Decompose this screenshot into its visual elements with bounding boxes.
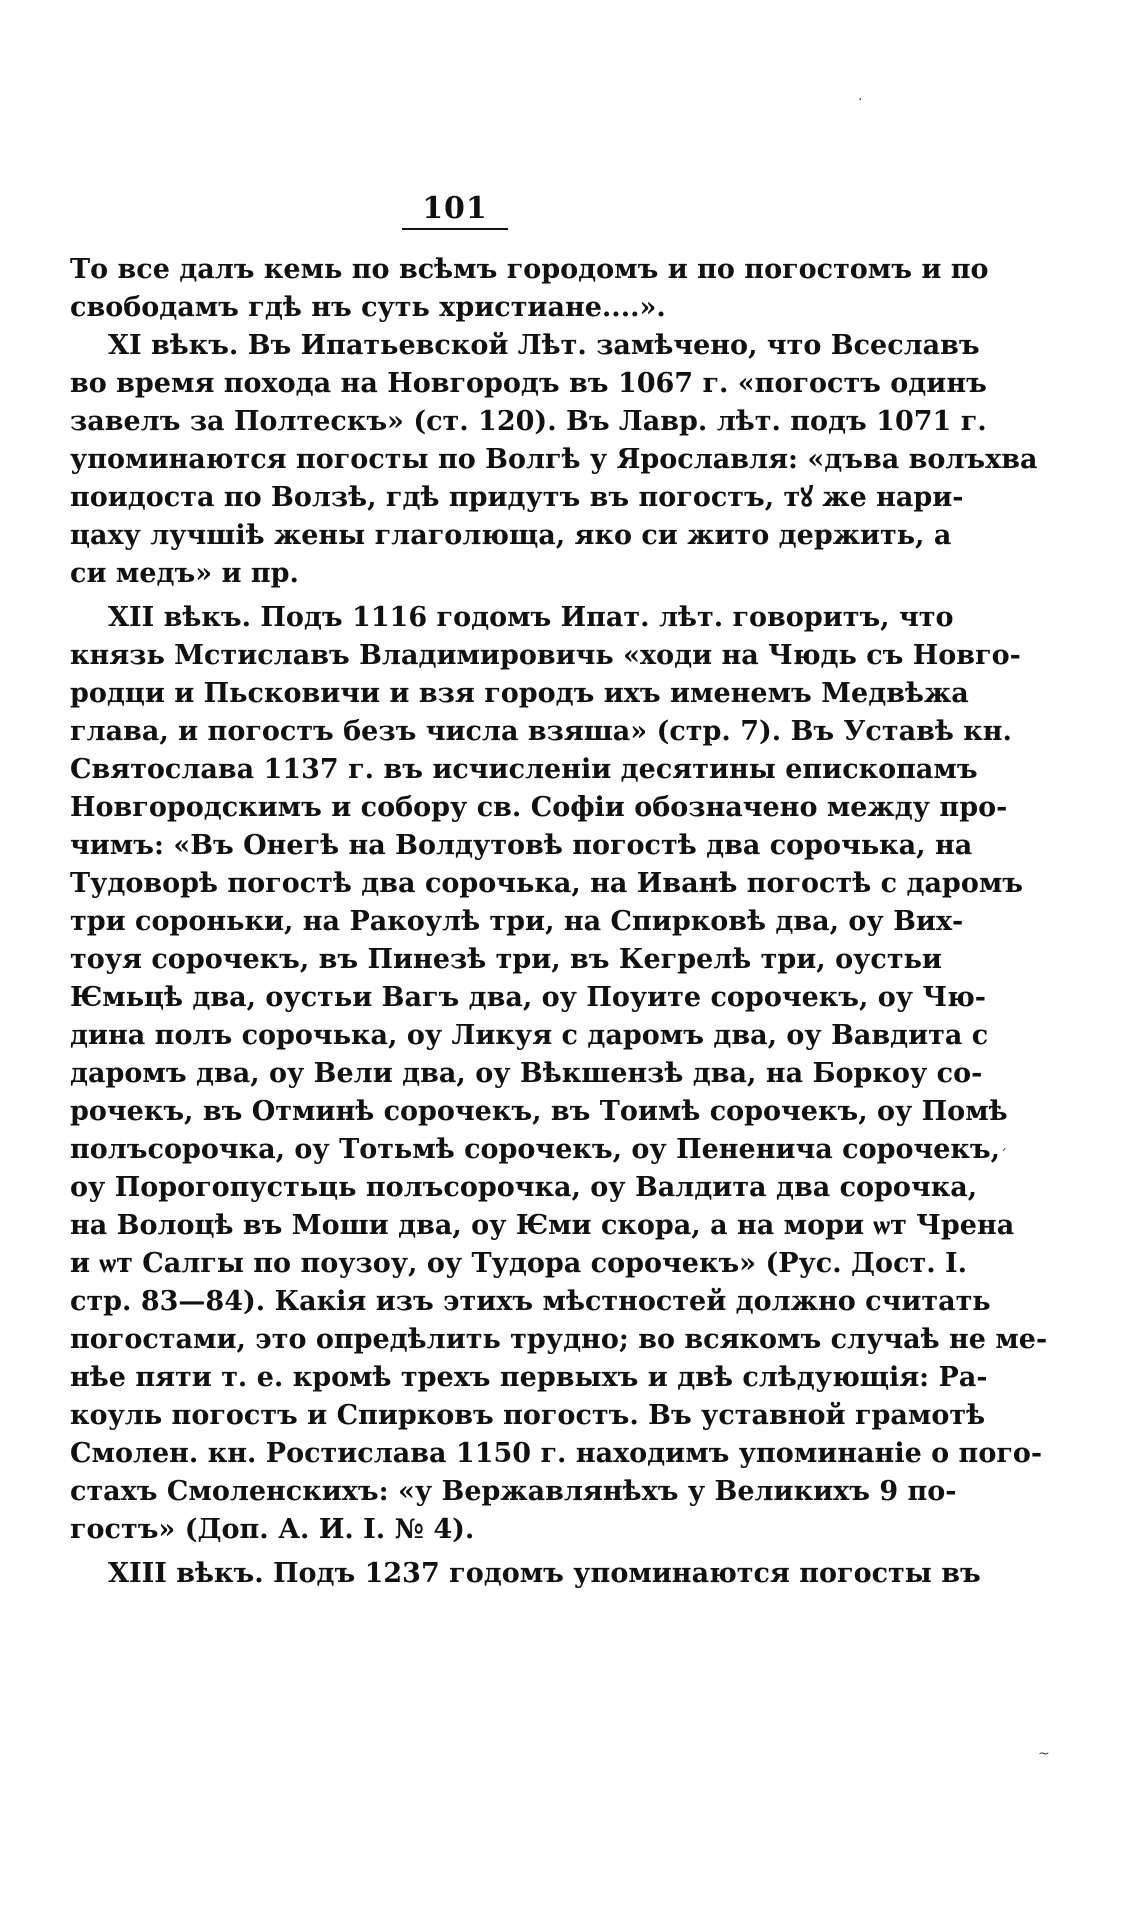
- scan-speck: ˊ: [1000, 1148, 1007, 1164]
- text-line: на Волоцѣ въ Моши два, оу Ѥми скора, а на мори ѡт Чрена: [70, 1210, 1015, 1241]
- text-line: тоуя сорочекъ, въ Пинезѣ три, въ Кегрелѣ три, оустьи: [70, 944, 942, 975]
- scan-speck: ~: [1038, 1746, 1050, 1762]
- text-line: упоминаются погосты по Волгѣ у Ярославля: «дъва волъхва: [70, 444, 1038, 475]
- paragraph-first-line: XIII вѣкъ. Подъ 1237 годомъ упоминаются погосты въ: [108, 1558, 981, 1589]
- scan-speck: ·: [858, 92, 863, 108]
- text-line: дина полъ сорочька, оу Ликуя с даромъ два, оу Вавдита с: [70, 1020, 989, 1051]
- text-line: завелъ за Полтескъ» (ст. 120). Въ Лавр. лѣт. подъ 1071 г.: [70, 406, 987, 437]
- text-line: стахъ Смоленскихъ: «у Вержавлянѣхъ у Великихъ 9 по-: [70, 1476, 957, 1507]
- text-line: оу Порогопустьць полъсорочка, оу Валдита два сорочка,: [70, 1172, 978, 1203]
- text-line: погостами, это опредѣлить трудно; во всякомъ случаѣ не ме-: [70, 1324, 1048, 1355]
- text-line: То все далъ кемь по всѣмъ городомъ и по погостомъ и по: [70, 254, 989, 285]
- page-number: 101: [422, 191, 488, 226]
- text-line: си медъ» и пр.: [70, 558, 299, 589]
- text-line: Смолен. кн. Ростислава 1150 г. находимъ упоминаніе о пого-: [70, 1438, 1043, 1469]
- text-line: цаху лучшіѣ жены глаголюща, яко си жито держить, а: [70, 520, 952, 551]
- text-line: нѣе пяти т. е. кромѣ трехъ первыхъ и двѣ слѣдующія: Ра-: [70, 1362, 988, 1393]
- text-line: чимъ: «Въ Онегѣ на Волдутовѣ погостѣ два сорочька, на: [70, 830, 973, 861]
- text-line: поидоста по Волзѣ, гдѣ придутъ въ погостъ, тꙋ же нари-: [70, 482, 964, 513]
- page-number-rule: [402, 228, 508, 230]
- paragraph-first-line: XI вѣкъ. Въ Ипатьевской Лѣт. замѣчено, что Всеславъ: [108, 330, 980, 361]
- text-line: Тудоворѣ погостѣ два сорочька, на Иванѣ погостѣ с даромъ: [70, 868, 1023, 899]
- text-line: глава, и погостъ безъ числа взяша» (стр. 7). Въ Уставѣ кн.: [70, 716, 1012, 747]
- text-line: гостъ» (Доп. А. И. I. № 4).: [70, 1514, 475, 1545]
- text-line: Святослава 1137 г. въ исчисленіи десятины епископамъ: [70, 754, 978, 785]
- text-line: князь Мстиславъ Владимировичь «ходи на Чюдь съ Новго-: [70, 640, 1021, 671]
- text-line: три сороньки, на Ракоулѣ три, на Спирковѣ два, оу Вих-: [70, 906, 964, 937]
- text-line: Новгородскимъ и собору св. Софіи обозначено между про-: [70, 792, 1008, 823]
- text-line: полъсорочка, оу Тотьмѣ сорочекъ, оу Пененича сорочекъ,: [70, 1134, 1001, 1165]
- text-line: и ѡт Салгы по поузоу, оу Тудора сорочекъ» (Рус. Дост. I.: [70, 1248, 968, 1279]
- text-line: Ѥмьцѣ два, оустьи Вагъ два, оу Поуите сорочекъ, оу Чю-: [70, 982, 987, 1013]
- text-line: стр. 83—84). Какія изъ этихъ мѣстностей должно считать: [70, 1286, 991, 1317]
- text-line: родци и Пьсковичи и взя городъ ихъ именемъ Медвѣжа: [70, 678, 969, 709]
- text-line: во время похода на Новгородъ въ 1067 г. «погостъ одинъ: [70, 368, 987, 399]
- text-line: рочекъ, въ Отминѣ сорочекъ, въ Тоимѣ сорочекъ, оу Помѣ: [70, 1096, 1008, 1127]
- text-body: [70, 251, 1048, 1593]
- text-line: даромъ два, оу Вели два, оу Вѣкшензѣ два, на Боркоу со-: [70, 1058, 983, 1089]
- paragraph-first-line: XII вѣкъ. Подъ 1116 годомъ Ипат. лѣт. говоритъ, что: [108, 602, 954, 633]
- text-line: коуль погостъ и Спирковъ погостъ. Въ уставной грамотѣ: [70, 1400, 986, 1431]
- text-line: свободамъ гдѣ нъ суть христиане....».: [70, 292, 666, 323]
